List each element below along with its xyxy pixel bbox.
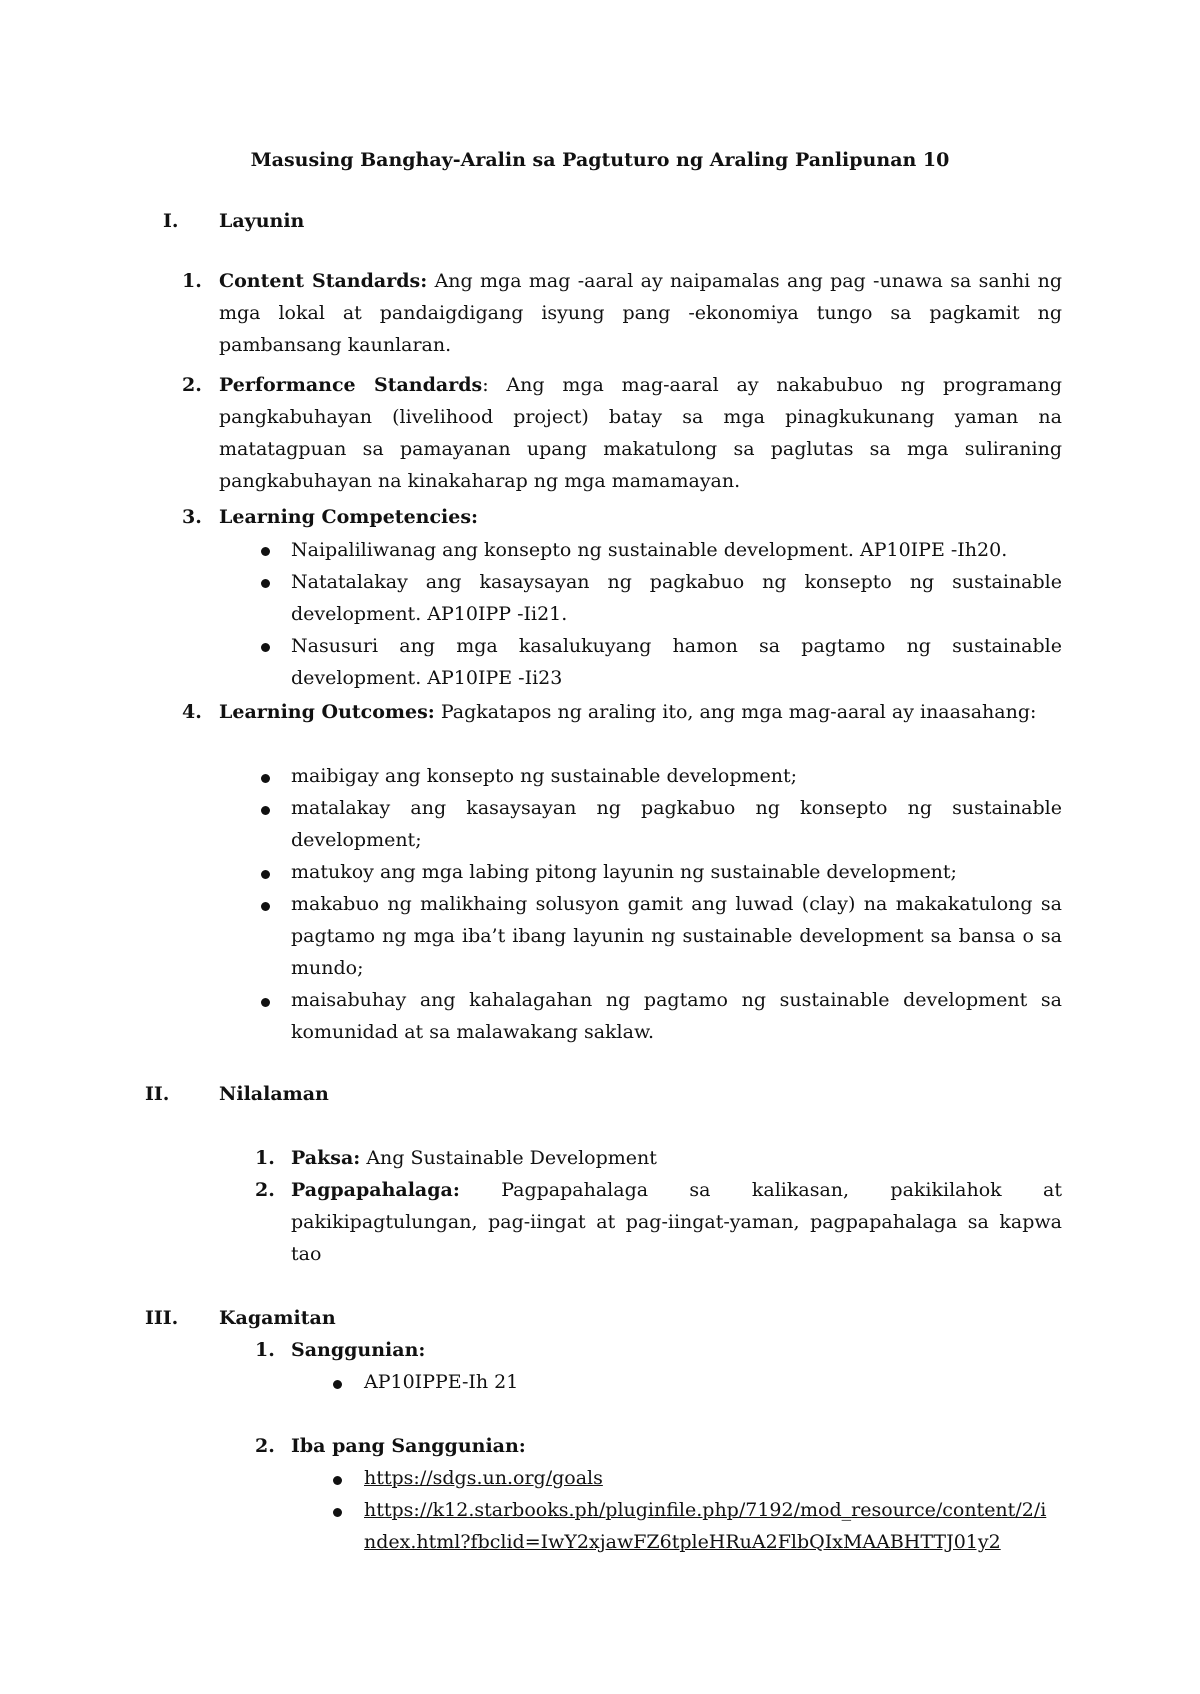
- bullet-icon: [261, 870, 270, 879]
- outcome-item: maisabuhay ang kahalagahan ng pagtamo ng sustainable development sa komunidad at sa malawakang saklaw.: [291, 989, 1062, 1043]
- competency-item: Nasusuri ang mga kasalukuyang hamon sa pagtamo ng sustainable development. AP10IPE -Ii23: [291, 635, 1062, 689]
- performance-standards: [219, 369, 1062, 497]
- sanggunian-item: AP10IPPE-Ih 21: [364, 1371, 519, 1393]
- bullet-icon: [261, 643, 270, 652]
- section-1-heading: Layunin: [219, 210, 305, 232]
- section-2-heading: Nilalaman: [219, 1083, 329, 1105]
- performance-standards-label: Performance Standards: [219, 374, 483, 396]
- bullet-icon: [261, 579, 270, 588]
- sanggunian-label: Sanggunian:: [291, 1339, 426, 1361]
- learning-outcomes-label: Learning Outcomes:: [219, 701, 435, 723]
- item-number: 2.: [255, 1179, 275, 1201]
- reference-link[interactable]: https://sdgs.un.org/goals: [364, 1467, 603, 1489]
- item-number: 4.: [182, 701, 202, 723]
- bullet-icon: [261, 902, 270, 911]
- outcome-item: maibigay ang konsepto ng sustainable development;: [291, 765, 798, 787]
- bullet-icon: [333, 1380, 342, 1389]
- content-standards-text: Ang mga mag -aaral ay naipamalas ang pag -unawa sa sanhi ng mga lokal at pandaigdigang isyung pang -ekonomiya tungo sa pagkamit ng pambansang kaunlaran.: [219, 270, 1063, 356]
- section-2-numeral: II.: [145, 1083, 170, 1105]
- content-standards-label: Content Standards:: [219, 270, 428, 292]
- bullet-icon: [333, 1508, 342, 1517]
- content-standards: [219, 265, 1062, 361]
- item-number: 1.: [182, 270, 202, 292]
- section-1-numeral: I.: [163, 210, 179, 232]
- competency-item: Naipaliliwanag ang konsepto ng sustainable development. AP10IPE -Ih20.: [291, 539, 1008, 561]
- bullet-icon: [261, 547, 270, 556]
- item-number: 3.: [182, 506, 202, 528]
- iba-pang-sanggunian-label: Iba pang Sanggunian:: [291, 1435, 526, 1457]
- competency-item: Natatalakay ang kasaysayan ng pagkabuo ng konsepto ng sustainable development. AP10IPP -Ii21.: [291, 571, 1062, 625]
- paksa-text: Ang Sustainable Development: [366, 1147, 657, 1169]
- learning-outcomes-text: Pagkatapos ng araling ito, ang mga mag-aaral ay inaasahang:: [440, 701, 1037, 723]
- outcome-item: matalakay ang kasaysayan ng pagkabuo ng konsepto ng sustainable development;: [291, 797, 1062, 851]
- section-3-numeral: III.: [145, 1307, 179, 1329]
- section-3-heading: Kagamitan: [219, 1307, 336, 1329]
- learning-competencies-label: Learning Competencies:: [219, 506, 479, 528]
- bullet-icon: [261, 998, 270, 1007]
- outcome-item: matukoy ang mga labing pitong layunin ng sustainable development;: [291, 861, 957, 883]
- item-number: 1.: [255, 1339, 275, 1361]
- bullet-icon: [333, 1476, 342, 1485]
- item-number: 2.: [255, 1435, 275, 1457]
- performance-standards-text: : Ang mga mag-aaral ay nakabubuo ng programang pangkabuhayan (livelihood project) batay sa mga pinagkukunang yaman na matatagpuan sa pamayanan upang makatulong sa paglutas sa mga suliraning pangkabuhayan na kinakaharap ng mga mamamayan.: [219, 374, 1062, 492]
- bullet-icon: [261, 806, 270, 815]
- reference-link[interactable]: https://k12.starbooks.ph/pluginfile.php/7192/mod_resource/content/2/index.html?fbclid=IwY2xjawFZ6tpleHRuA2FlbQIxMAABHTTJ01y2: [364, 1499, 1047, 1553]
- pagpapahalaga-label: Pagpapahalaga:: [291, 1179, 460, 1201]
- item-number: 1.: [255, 1147, 275, 1169]
- learning-outcomes: [219, 696, 1062, 728]
- paksa-label: Paksa:: [291, 1147, 361, 1169]
- pagpapahalaga: [291, 1174, 1062, 1270]
- paksa: [291, 1142, 1062, 1174]
- outcome-item: makabuo ng malikhaing solusyon gamit ang luwad (clay) na makakatulong sa pagtamo ng mga iba’t ibang layunin ng sustainable development sa bansa o sa mundo;: [291, 893, 1062, 979]
- document-title: Masusing Banghay-Aralin sa Pagtuturo ng Araling Panlipunan 10: [250, 149, 950, 171]
- pagpapahalaga-text: Pagpapahalaga sa kalikasan, pakikilahok at pakikipagtulungan, pag-iingat at pag-iingat-yaman, pagpapahalaga sa kapwa tao: [291, 1179, 1062, 1265]
- item-number: 2.: [182, 374, 202, 396]
- bullet-icon: [261, 774, 270, 783]
